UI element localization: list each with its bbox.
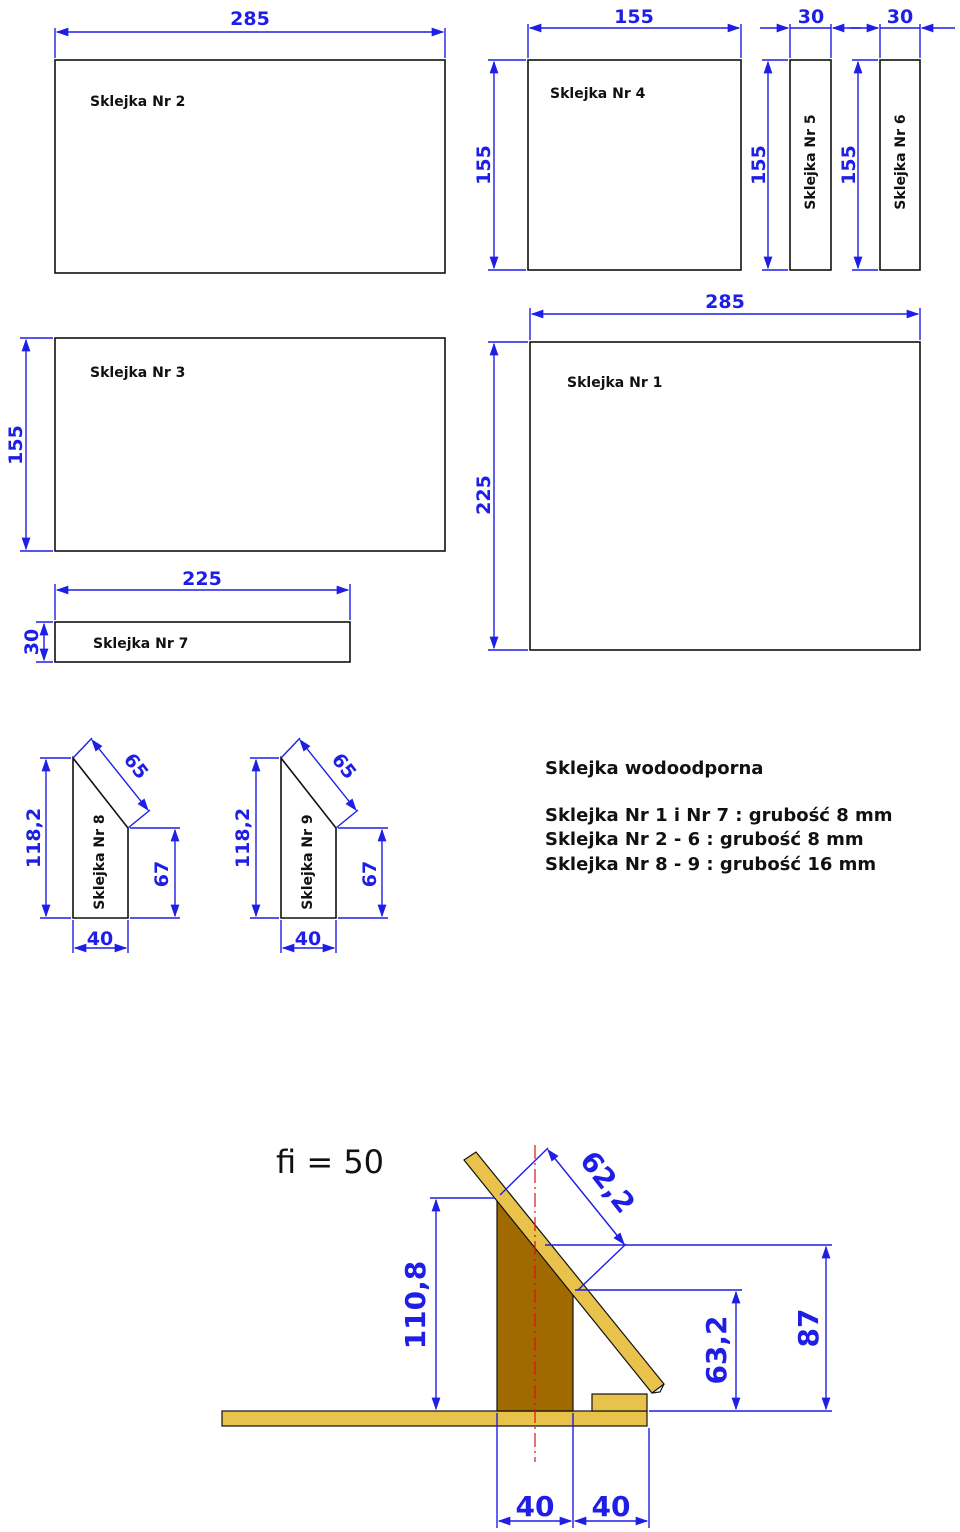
panel-7-width-label: 225: [182, 568, 222, 590]
panel-8-ext-bevel-b: [128, 810, 150, 828]
panel-9: [232, 738, 388, 953]
notes-line-2: Sklejka Nr 2 - 6 : grubość 8 mm: [545, 829, 864, 850]
panel-9-base-label: 40: [294, 928, 322, 950]
panel-9-bevel-label: 65: [326, 749, 361, 784]
dim-roof-ext-a: [500, 1148, 548, 1195]
front-ledge: [592, 1394, 647, 1411]
notes-line-1: Sklejka Nr 1 i Nr 7 : grubość 8 mm: [545, 805, 893, 826]
dim-roof-length-label: 62,2: [573, 1144, 642, 1220]
panel-1-height-label: 225: [473, 475, 495, 515]
panel-9-side-label: 67: [359, 860, 381, 888]
panel-3-height-label: 155: [5, 425, 27, 465]
panel-8-label: Sklejka Nr 8: [92, 814, 108, 910]
panel-8-base-label: 40: [86, 928, 114, 950]
panel-3-label: Sklejka Nr 3: [90, 365, 186, 381]
panel-5-label: Sklejka Nr 5: [803, 114, 819, 210]
panel-6-label: Sklejka Nr 6: [893, 114, 909, 210]
panel-1-width-label: 285: [705, 291, 745, 313]
panel-4: [473, 6, 741, 270]
panel-5-height-label: 155: [748, 145, 770, 185]
panel-9-ext-bevel-a: [281, 738, 300, 758]
panel-1-label: Sklejka Nr 1: [567, 375, 663, 391]
panel-9-height-label: 118,2: [232, 807, 254, 869]
dim-roof-ext-b: [578, 1244, 626, 1290]
panel-7-height-label: 30: [21, 628, 43, 656]
dim-height-mid-label: 63,2: [700, 1315, 733, 1385]
panel-8-side-label: 67: [151, 860, 173, 888]
assembly-section: [222, 1143, 832, 1528]
panel-3: [5, 338, 445, 551]
dim-base-left-label: 40: [515, 1490, 555, 1523]
panel-8-ext-bevel-a: [73, 738, 92, 758]
panel-8: [23, 738, 180, 953]
base-board: [222, 1411, 647, 1426]
panel-2-outline: [55, 60, 445, 273]
panel-7-label: Sklejka Nr 7: [93, 636, 189, 652]
panel-4-label: Sklejka Nr 4: [550, 86, 646, 102]
notes-title: Sklejka wodoodporna: [545, 758, 764, 779]
notes-block: [545, 758, 893, 875]
panel-6-width-label: 30: [886, 6, 914, 28]
panel-2: [55, 8, 445, 273]
panel-4-width-label: 155: [614, 6, 654, 28]
panel-8-height-label: 118,2: [23, 807, 45, 869]
panel-4-height-label: 155: [473, 145, 495, 185]
panel-5: [748, 6, 861, 270]
panel-8-bevel-label: 65: [118, 749, 153, 784]
panel-9-ext-bevel-b: [336, 810, 358, 828]
dim-height-total-label: 110,8: [399, 1260, 432, 1350]
notes-line-3: Sklejka Nr 8 - 9 : grubość 16 mm: [545, 854, 877, 875]
panel-5-width-label: 30: [797, 6, 825, 28]
panel-2-label: Sklejka Nr 2: [90, 94, 186, 110]
panel-2-width-label: 285: [230, 8, 270, 30]
dim-base-right-label: 40: [591, 1490, 631, 1523]
panel-7: [21, 568, 350, 662]
dim-height-right-label: 87: [792, 1308, 825, 1348]
panel-9-label: Sklejka Nr 9: [300, 814, 316, 910]
panel-6: [838, 6, 955, 270]
panel-6-height-label: 155: [838, 145, 860, 185]
fi-label: fi = 50: [276, 1143, 385, 1181]
panel-1: [473, 291, 920, 650]
